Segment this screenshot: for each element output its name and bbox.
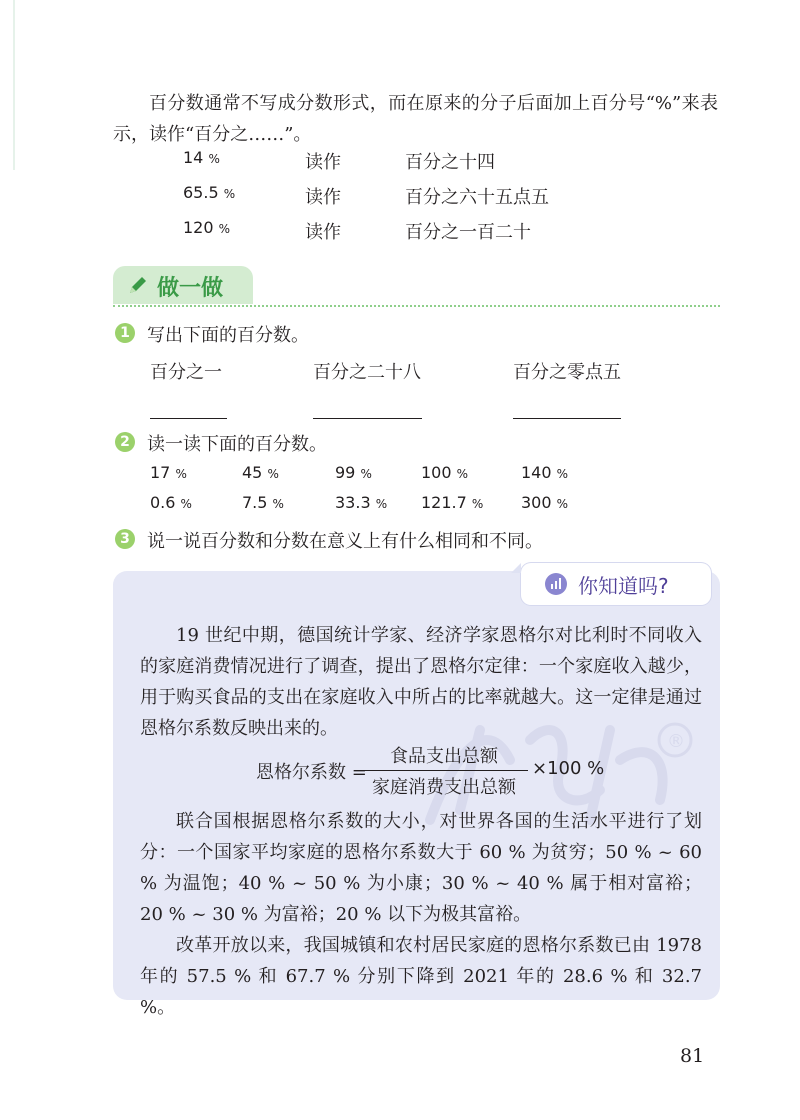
- example-number: 120 %: [183, 218, 231, 237]
- answer-blank[interactable]: [313, 418, 422, 419]
- example-read: 读作: [305, 152, 341, 173]
- question-3-text: 说一说百分数和分数在意义上有什么相同和不同。: [147, 531, 543, 552]
- section-title: 做一做: [157, 276, 224, 301]
- percent-item: 300 %: [521, 493, 569, 512]
- bar-chart-icon: [545, 573, 567, 595]
- percent-item: 33.3 %: [335, 493, 388, 512]
- registered-mark: ®: [667, 731, 685, 752]
- formula-denominator: 家庭消费支出总额: [372, 777, 516, 798]
- q1-item: 百分之二十八: [313, 362, 421, 383]
- percent-item: 100 %: [421, 463, 469, 482]
- example-row: [183, 218, 683, 248]
- percent-item: 99 %: [335, 463, 372, 482]
- intro-paragraph: 百分数通常不写成分数形式，而在原来的分子后面加上百分号“%”来表示，读作“百分之……”。: [113, 93, 718, 145]
- section-divider: [113, 305, 720, 307]
- question-2-text: 读一读下面的百分数。: [147, 434, 327, 455]
- formula-numerator: 食品支出总额: [390, 746, 498, 767]
- question-number-badge: 3: [115, 529, 135, 549]
- know-paragraph-1: 19 世纪中期，德国统计学家、经济学家恩格尔对比利时不同收入的家庭消费情况进行了调查，提出了恩格尔定律：一个家庭收入越少，用于购买食品的支出在家庭收入中所占的比率就越大。这一定律是通过恩格尔系数反映出来的。: [140, 625, 702, 739]
- example-row: [183, 183, 683, 213]
- answer-blank[interactable]: [150, 418, 227, 419]
- section-tab: [113, 266, 253, 304]
- page-edge-line: [13, 0, 15, 170]
- formula-multiplier: ×100 %: [532, 758, 605, 779]
- example-row: [183, 148, 683, 178]
- q1-item: 百分之零点五: [513, 362, 621, 383]
- formula-lhs: 恩格尔系数 =: [256, 762, 367, 783]
- pencil-icon: [127, 274, 149, 296]
- know-paragraph-2: 联合国根据恩格尔系数的大小，对世界各国的生活水平进行了划分：一个国家平均家庭的恩格尔系数大于 60 % 为贫穷；50 % ~ 60 % 为温饱；40 % ~ 50 % 为小康；30 % ~ 40 % 属于相对富裕；20 % ~ 30 % 为富裕；20 % 以下为极其富裕。: [140, 811, 702, 925]
- percent-item: 7.5 %: [242, 493, 284, 512]
- percent-item: 45 %: [242, 463, 279, 482]
- q1-item: 百分之一: [150, 362, 222, 383]
- know-paragraph-3: 改革开放以来，我国城镇和农村居民家庭的恩格尔系数已由 1978 年的 57.5 % 和 67.7 % 分别下降到 2021 年的 28.6 % 和 32.7 %。: [140, 935, 702, 1018]
- page-number: 81: [680, 1045, 705, 1067]
- engel-formula: [256, 742, 605, 802]
- example-number: 65.5 %: [183, 183, 236, 202]
- example-word: 百分之一百二十: [405, 222, 531, 243]
- fraction-bar: [360, 770, 528, 771]
- answer-blank[interactable]: [513, 418, 621, 419]
- question-1-text: 写出下面的百分数。: [147, 325, 309, 346]
- example-read: 读作: [305, 187, 341, 208]
- percent-item: 0.6 %: [150, 493, 192, 512]
- did-you-know-tab: [521, 563, 711, 605]
- percent-item: 121.7 %: [421, 493, 484, 512]
- example-number: 14 %: [183, 148, 220, 167]
- example-word: 百分之六十五点五: [405, 187, 549, 208]
- question-number-badge: 1: [115, 323, 135, 343]
- did-you-know-title: 你知道吗?: [578, 574, 669, 598]
- example-read: 读作: [305, 222, 341, 243]
- example-word: 百分之十四: [405, 152, 495, 173]
- percent-item: 140 %: [521, 463, 569, 482]
- percent-item: 17 %: [150, 463, 187, 482]
- question-number-badge: 2: [115, 432, 135, 452]
